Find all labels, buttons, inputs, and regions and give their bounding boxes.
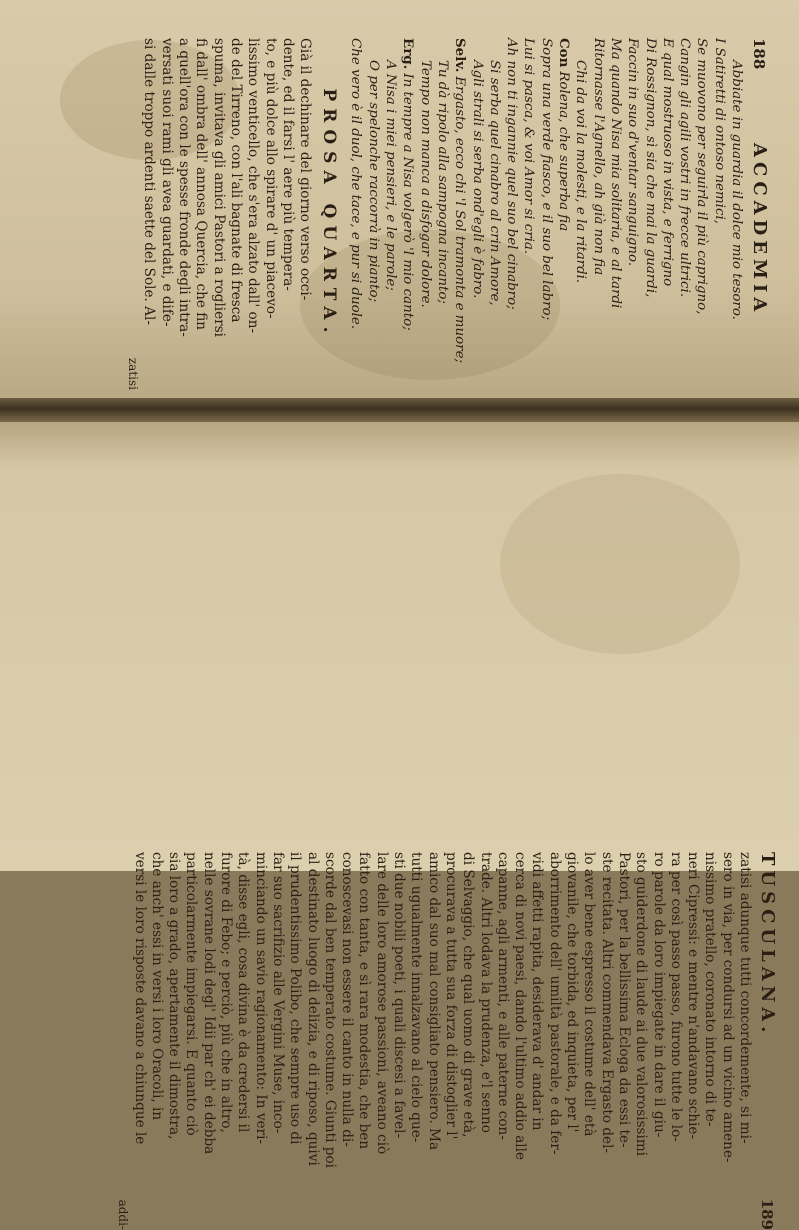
verse-text: Rolena, che superba fia	[556, 71, 572, 232]
verse-line	[624, 38, 641, 390]
verse-text: Se muovono per seguirla il più caprigno,	[694, 38, 710, 315]
prose-block	[130, 852, 753, 1230]
prose-line: nelle sovrane lodi degl' Idii par ch' ei debba	[200, 852, 217, 1155]
page-number: 188	[750, 38, 768, 70]
prose-line: al destinato luogo di delizia, e di riposo, quivi	[304, 852, 321, 1166]
page-number: 189	[758, 1198, 776, 1230]
verse-line	[659, 38, 676, 390]
verse-text: Agli strali si serba ond'egli è fabro.	[469, 60, 485, 299]
verse-text: Che vero è il duol, che tace, e pur si duole.	[348, 38, 364, 330]
bottom-page-header	[757, 852, 778, 1230]
verse-text: Abbiate in guardia il dolce mio tesoro.	[729, 60, 744, 320]
prose-line: ste recitata. Altri commendava Ergasto del-	[598, 852, 615, 1154]
verse-line	[503, 38, 520, 390]
prose-line: scorde dal ben temperato costume. Giunti poi	[321, 852, 338, 1169]
verse-line	[676, 38, 693, 390]
verse-text: Tu dà ripolo alla sampogna incanto;	[434, 60, 450, 304]
prose-line: particolarmente impiegarsi. E quanto ciò	[183, 852, 200, 1136]
prose-line: sti due nobili poeti, i quali discesi a favel-	[391, 852, 408, 1139]
verse-text: In tempre a Nisa volgerò 'l mio canto;	[400, 73, 416, 331]
verse-line	[607, 38, 624, 390]
prose-line: ro parole da loro impiegate in dare il giu-	[650, 852, 667, 1138]
verse-line	[399, 38, 416, 390]
verse-text: Tempo non manca a disfogar dolore.	[417, 60, 433, 308]
verse-line	[728, 38, 745, 390]
running-head: ACCADEMIA	[749, 143, 770, 317]
verse-line	[468, 38, 485, 390]
prose-line: to, e più dolce allo spirare d' un piacevo-	[262, 38, 279, 319]
prose-line: far suo sacrifizio alle Vergini Muse, inco-	[269, 852, 286, 1134]
catchword: addi-	[116, 1199, 131, 1230]
speaker-label: Selv.	[452, 38, 469, 73]
prose-line: minciando un savio ragionamento: In veri-	[252, 852, 269, 1145]
verse-line	[347, 38, 364, 390]
prose-line: lo aver bene espresso il costume dell' età	[581, 852, 598, 1137]
top-page-text	[126, 38, 770, 390]
prose-line: sia loro a grado, apertamente il dimostra,	[166, 852, 183, 1140]
section-heading: PROSA QUARTA.	[319, 88, 340, 340]
speaker-label: Erg.	[400, 38, 417, 70]
prose-line: aborrimento dell' umiltà pastorale, e da fer-	[546, 852, 563, 1155]
prose-line: fi dall' ombra dell' annosa Quercia, che fin	[193, 38, 210, 331]
prose-line: Pastori, per la bellissima Ecloga da essi te-	[615, 852, 632, 1148]
prose-line: procurava a tutta sua forza di distoglier l'	[442, 852, 459, 1140]
prose-line: neri Cipressi: e mentre n'andavano schie-	[685, 852, 702, 1140]
verse-text: Chi da voi la molesti, e la ritardi.	[573, 60, 589, 284]
verse-line	[451, 38, 468, 390]
prose-line: spuma, invitava gli amici Pastori a rogliersi	[210, 38, 227, 338]
prose-line: ra per così passo passo, furono tutte le lo-	[667, 852, 684, 1142]
verse-text: Faccin in suo d'ventar sanguigno.	[625, 38, 641, 267]
verse-line	[710, 38, 727, 390]
verse-line	[572, 38, 589, 390]
prose-line: giovanile, che torbida, ed inquieta, per l'	[564, 852, 581, 1133]
running-head: TUSCULANA.	[757, 852, 778, 1038]
verse-text: Ritornasse l'Agnello, ah già non fia	[590, 38, 606, 276]
verse-text: Si serba quel cinabro al crin Amore,	[486, 60, 502, 306]
verse-line	[416, 38, 433, 390]
prose-line: cerca di novi paesi, dando l'ultimo addio alle	[512, 852, 529, 1161]
prose-line: nissimo pratello, coronato intorno di te-	[702, 852, 719, 1127]
verse-line	[555, 38, 572, 390]
prose-line: a quell'ora con le spesse fronde degli intra-	[176, 38, 193, 337]
prose-line: di Selvaggio, che qual uomo di grave età,	[460, 852, 477, 1138]
verse-line	[693, 38, 710, 390]
verse-line	[537, 38, 554, 390]
verse-text: Cangin gli agili vostri in frecce ultrici.	[677, 38, 693, 298]
verse-line	[434, 38, 451, 390]
prose-line: il prudentissimo Polibo, che sempre uso di	[287, 852, 304, 1145]
prose-line: Già il dechinare del giorno verso occi-	[297, 38, 314, 301]
verse-text: Di Rossignon, sì sia che mai la guardi,	[642, 38, 658, 298]
catchword: zatisi	[126, 357, 141, 390]
verse-text: O per spelonche raccorrà in pianto;	[365, 60, 381, 303]
verse-text: E qual mostruoso in vista, e ferrigno	[659, 38, 675, 287]
prose-line: vidi affetti rapita, desiderava d' andar in	[529, 852, 546, 1131]
book-gutter	[0, 398, 799, 422]
verse-text: Sopra una verde fiasco, e il suo bel labro;	[538, 38, 554, 321]
paper-stain	[500, 474, 740, 654]
verse-line	[382, 38, 399, 390]
bottom-page	[0, 414, 799, 1230]
prose-line: zatisi adunque tutti concordemente, si mi-	[737, 852, 753, 1144]
prose-line: trade. Altri lodava la prudenza, e'l senno	[477, 852, 494, 1133]
verse-block	[347, 38, 745, 390]
prose-line: versati suoi rami gli avea guardati, e dife-	[158, 38, 175, 327]
verse-text: Ah non ti ingannie quel suo bel cinabro;	[504, 38, 520, 310]
verse-text: Lui si pasca, & voi Amor si cria.	[521, 38, 537, 255]
prose-line: sero in via, per condursi ad un vicino amene-	[719, 852, 736, 1163]
prose-line: sto guiderdone di laude ai due valorosissimi	[633, 852, 650, 1157]
prose-line: si dalle troppo ardenti saette del Sole. Al-	[141, 38, 158, 325]
prose-line: de del Tirreno, con l'ali bagnate di fresca	[227, 38, 244, 323]
verse-line	[641, 38, 658, 390]
prose-line: dente, ed il farsi l' aere più tempera-	[279, 38, 296, 291]
prose-line: conoscevasi non essere il canto in nulla di-	[339, 852, 356, 1147]
prose-line: versi le loro risposte davano a chiunque le	[131, 852, 148, 1145]
prose-line: lissimo venticello, che s'era alzato dall' on-	[245, 38, 262, 334]
bottom-page-text	[116, 852, 778, 1230]
prose-line: che anch' essi in versi i loro Oracoli, in	[148, 852, 165, 1121]
top-page	[0, 0, 799, 405]
verse-line	[486, 38, 503, 390]
prose-line: amico dal suo mal consigliato pensiero. Ma	[425, 852, 442, 1151]
prose-line: tutti ugualmente innalzavano al cielo que-	[408, 852, 425, 1143]
prose-line: lare delle loro amorose passioni, aveano ciò	[373, 852, 390, 1155]
prose-line: tà, disse egli, cosa divina è da credersi il	[235, 852, 252, 1133]
prose-block	[140, 38, 313, 390]
prose-line: fatto con tanta, e sì rara modestia, che ben	[356, 852, 373, 1150]
prose-line: furore di Febo; e perciò, più che in altro,	[218, 852, 235, 1133]
top-page-header	[749, 38, 770, 390]
verse-line	[520, 38, 537, 390]
verse-line	[364, 38, 381, 390]
verse-line	[589, 38, 606, 390]
verse-text: Ergasto, ecco chi 'l Sol tramonta e muore;	[452, 76, 468, 364]
verse-text: Ma quando Nisa mia solitaria, e al tardi	[607, 38, 623, 309]
verse-text: A Nisa i miei pensieri, e le parole;	[383, 60, 399, 291]
verse-text: I Satiretti di ontoso nemici,	[711, 38, 727, 224]
speaker-label: Con	[556, 38, 573, 68]
prose-line: capanne, agli armenti, e alle paterne con-	[494, 852, 511, 1140]
